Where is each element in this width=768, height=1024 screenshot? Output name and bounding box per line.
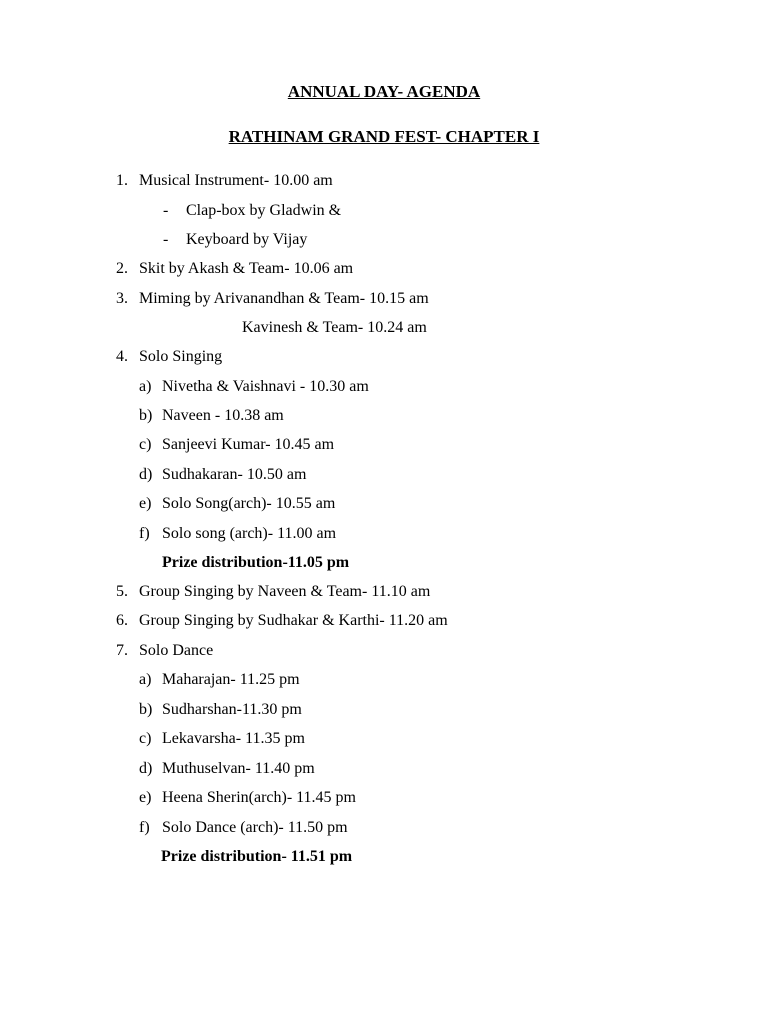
sub-item: Solo Song(arch)- 10.55 am bbox=[162, 495, 336, 512]
agenda-item: Miming by Arivanandhan & Team- 10.15 am bbox=[139, 290, 429, 307]
sub-item: Heena Sherin(arch)- 11.45 pm bbox=[162, 789, 356, 806]
sub-item: Maharajan- 11.25 pm bbox=[162, 671, 300, 688]
item-number: 4. bbox=[116, 348, 128, 365]
sub-item-letter: d) bbox=[139, 760, 153, 777]
sub-item-bullet: - bbox=[163, 231, 169, 248]
sub-item: Muthuselvan- 11.40 pm bbox=[162, 760, 315, 777]
item-number: 2. bbox=[116, 260, 128, 277]
item-number: 6. bbox=[116, 612, 128, 629]
sub-item: Keyboard by Vijay bbox=[186, 231, 308, 248]
sub-item-letter: c) bbox=[139, 730, 152, 747]
document-title: ANNUAL DAY- AGENDA bbox=[287, 82, 481, 101]
sub-item-letter: d) bbox=[139, 466, 153, 483]
sub-item-letter: c) bbox=[139, 436, 152, 453]
item-number: 7. bbox=[116, 642, 128, 659]
sub-item-letter: b) bbox=[139, 407, 153, 424]
prize-distribution: Prize distribution- 11.51 pm bbox=[161, 848, 353, 865]
sub-item: Sanjeevi Kumar- 10.45 am bbox=[162, 436, 335, 453]
sub-item-letter: f) bbox=[139, 819, 150, 836]
sub-item: Solo song (arch)- 11.00 am bbox=[162, 525, 337, 542]
sub-item-bullet: - bbox=[163, 202, 169, 219]
sub-item-letter: e) bbox=[139, 789, 152, 806]
sub-item-letter: a) bbox=[139, 378, 152, 395]
sub-item-letter: f) bbox=[139, 525, 150, 542]
agenda-item: Group Singing by Sudhakar & Karthi- 11.20 am bbox=[139, 612, 448, 629]
sub-item: Solo Dance (arch)- 11.50 pm bbox=[162, 819, 348, 836]
item-number: 3. bbox=[116, 290, 128, 307]
agenda-item: Musical Instrument- 10.00 am bbox=[139, 172, 333, 189]
item-number: 5. bbox=[116, 583, 128, 600]
sub-item: Lekavarsha- 11.35 pm bbox=[162, 730, 305, 747]
agenda-item: Solo Singing bbox=[139, 348, 223, 365]
document-subtitle: RATHINAM GRAND FEST- CHAPTER I bbox=[228, 127, 540, 146]
sub-item: Sudhakaran- 10.50 am bbox=[162, 466, 307, 483]
sub-item-letter: a) bbox=[139, 671, 152, 688]
sub-item: Clap-box by Gladwin & bbox=[186, 202, 342, 219]
sub-item: Naveen - 10.38 am bbox=[162, 407, 284, 424]
sub-item: Nivetha & Vaishnavi - 10.30 am bbox=[162, 378, 369, 395]
agenda-item: Solo Dance bbox=[139, 642, 214, 659]
agenda-item-continuation: Kavinesh & Team- 10.24 am bbox=[242, 319, 427, 336]
sub-item-letter: b) bbox=[139, 701, 153, 718]
sub-item: Sudharshan-11.30 pm bbox=[162, 701, 302, 718]
prize-distribution: Prize distribution-11.05 pm bbox=[162, 554, 350, 571]
agenda-item: Group Singing by Naveen & Team- 11.10 am bbox=[139, 583, 431, 600]
sub-item-letter: e) bbox=[139, 495, 152, 512]
item-number: 1. bbox=[116, 172, 128, 189]
agenda-item: Skit by Akash & Team- 10.06 am bbox=[139, 260, 354, 277]
